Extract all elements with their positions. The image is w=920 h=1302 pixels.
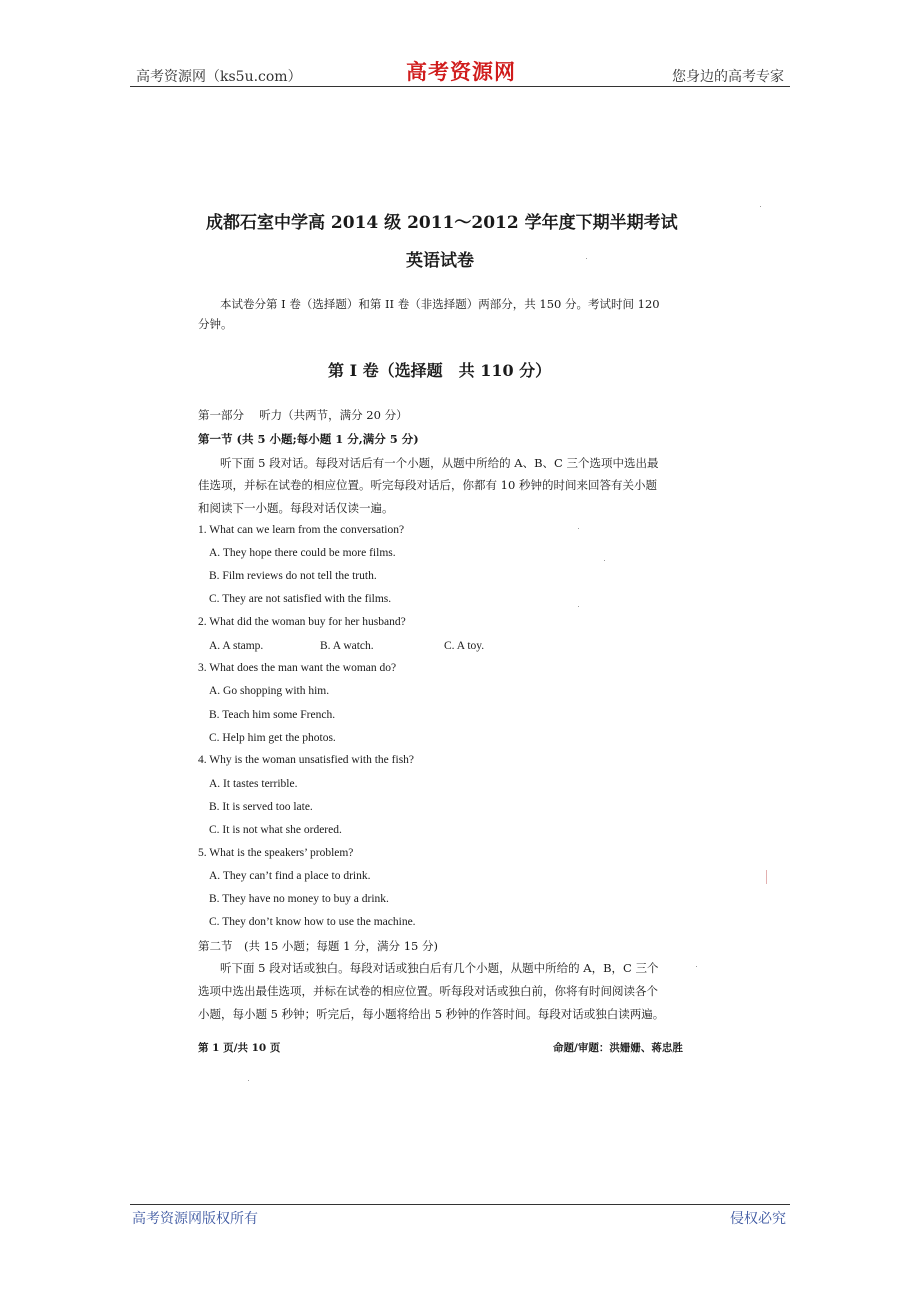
scan-speck	[578, 528, 579, 529]
footer-copyright-link[interactable]: 高考资源网版权所有	[132, 1211, 258, 1227]
intro-line-1: 本试卷分第 I 卷（选择题）和第 II 卷（非选择题）两部分，共 150 分。考试时间 120	[220, 297, 660, 311]
question-4-stem: 4. Why is the woman unsatisfied with the fish?	[198, 754, 415, 766]
question-1-option-c: C. They are not satisfied with the films.	[209, 593, 392, 605]
header-rule	[130, 86, 790, 87]
question-4-option-b: B. It is served too late.	[209, 801, 313, 813]
question-4-option-a: A. It tastes terrible.	[209, 778, 298, 790]
exam-title: 成都石室中学高 2014 级 2011～2012 学年度下期半期考试	[206, 213, 678, 233]
question-2-stem: 2. What did the woman buy for her husband?	[198, 616, 406, 628]
question-5-stem: 5. What is the speakers’ problem?	[198, 847, 354, 859]
footer-rights-link[interactable]: 侵权必究	[730, 1211, 786, 1227]
question-5-option-c: C. They don’t know how to use the machine.	[209, 916, 416, 928]
section1-instruction-2: 佳选项，并标在试卷的相应位置。听完每段对话后，你都有 10 秒钟的时间来回答有关小题	[198, 478, 657, 492]
scan-speck	[766, 870, 767, 884]
scan-speck	[760, 206, 761, 207]
intro-line-2: 分钟。	[198, 317, 233, 331]
scan-speck	[248, 1080, 249, 1081]
question-3-stem: 3. What does the man want the woman do?	[198, 662, 397, 674]
page-number: 第 1 页/共 10 页	[198, 1042, 281, 1054]
header-right-text: 您身边的高考专家	[672, 69, 784, 85]
question-1-option-a: A. They hope there could be more films.	[209, 547, 396, 559]
scan-speck	[586, 258, 587, 259]
scan-speck	[696, 966, 697, 967]
question-1-option-b: B. Film reviews do not tell the truth.	[209, 570, 377, 582]
section2-heading: 第二节 (共 15 小题；每题 1 分，满分 15 分)	[198, 939, 438, 953]
section1-heading: 第一节 (共 5 小题;每小题 1 分,满分 5 分)	[198, 432, 419, 446]
page-authors: 命题/审题：洪姗姗、蒋忠胜	[553, 1042, 683, 1054]
question-1-stem: 1. What can we learn from the conversation?	[198, 524, 405, 536]
question-3-option-b: B. Teach him some French.	[209, 709, 336, 721]
question-5-option-b: B. They have no money to buy a drink.	[209, 893, 389, 905]
question-5-option-a: A. They can’t find a place to drink.	[209, 870, 371, 882]
question-4-option-c: C. It is not what she ordered.	[209, 824, 342, 836]
question-2-option-c: C. A toy.	[444, 640, 485, 652]
scan-speck	[604, 560, 605, 561]
question-3-option-a: A. Go shopping with him.	[209, 685, 330, 697]
scan-speck	[578, 606, 579, 607]
footer-rule	[130, 1204, 790, 1205]
exam-subtitle: 英语试卷	[406, 251, 474, 271]
part1-heading: 第一部分 听力（共两节，满分 20 分）	[198, 408, 408, 422]
section2-instruction-1: 听下面 5 段对话或独白。每段对话或独白后有几个小题，从题中所给的 A，B，C 三个	[220, 961, 659, 975]
header-left-text: 高考资源网（ks5u.com）	[136, 69, 302, 85]
section2-instruction-3: 小题，每小题 5 秒钟；听完后，每小题将给出 5 秒钟的作答时间。每段对话或独白读两遍。	[198, 1007, 665, 1021]
section2-instruction-2: 选项中选出最佳选项，并标在试卷的相应位置。听每段对话或独白前，你将有时间阅读各个	[198, 984, 658, 998]
question-2-option-a: A. A stamp.	[209, 640, 264, 652]
section1-instruction-3: 和阅读下一小题。每段对话仅读一遍。	[198, 501, 394, 515]
section1-instruction-1: 听下面 5 段对话。每段对话后有一个小题，从题中所给的 A、B、C 三个选项中选出最	[220, 456, 659, 470]
site-logo: 高考资源网	[406, 59, 516, 84]
volume-title: 第 I 卷（选择题 共 110 分）	[328, 361, 552, 380]
question-3-option-c: C. Help him get the photos.	[209, 732, 336, 744]
question-2-option-b: B. A watch.	[320, 640, 374, 652]
